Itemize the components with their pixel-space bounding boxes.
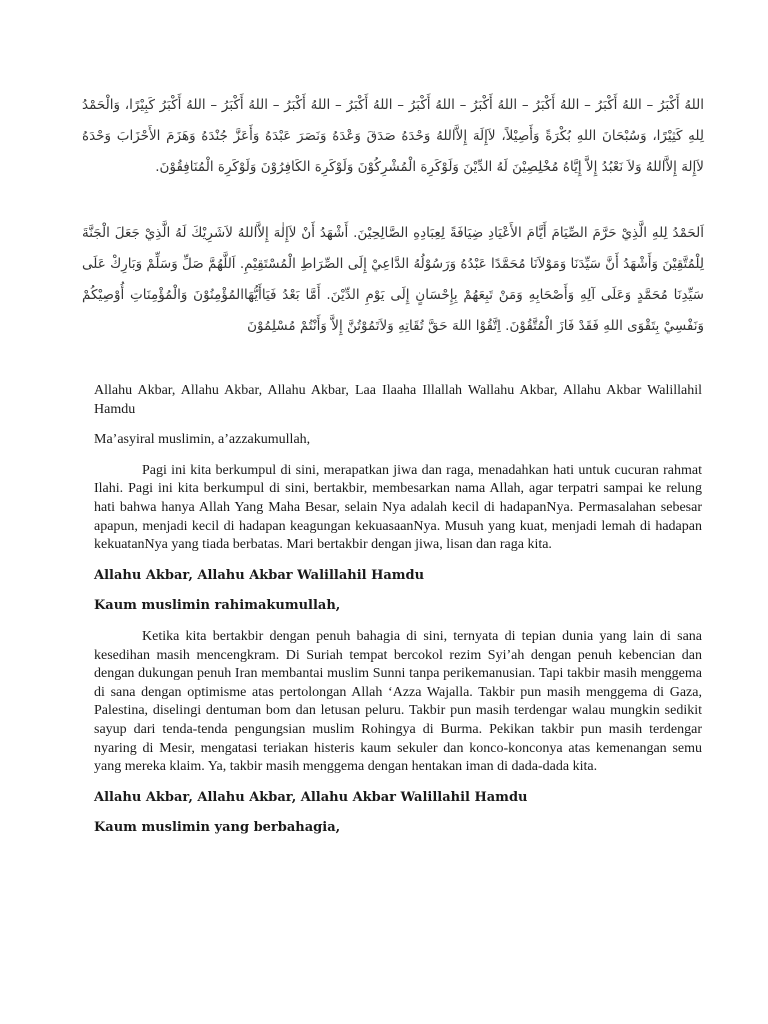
paragraph-opening: Pagi ini kita berkumpul di sini, merapatkan jiwa dan raga, menadahkan hati untuk cucuran rahmat Ilahi. Pagi ini kita berkumpul di sini, bertakbir, membesarkan nama Allah, agar terpatri sampai ke relung hati bahwa hanya Allah Yang Maha Besar, selain Nya adalah kecil di hadapanNya. Permasalahan sebesar apapun, menjadi kecil di hadapan keagungan kekuasaanNya. Musuh yang kuat, menjadi lemah di hadapan kekuatanNya yang tiada berbatas. Mari bertakbir dengan jiwa, lisan dan raga kita.	[94, 462, 702, 553]
paragraph-world: Ketika kita bertakbir dengan penuh bahagia di sini, ternyata di tepian dunia yang lain di sana kesedihan masih mencengkram. Di Suriah tempat bercokol rezim Syi’ah dengan penuh kebencian dan dengan dukungan penuh Iran membantai muslim Sunni tanpa perikemanusian. Tapi takbir masih menggema di sana dengan optimisme atas pertolongan Allah ‘Azza Wajalla. Takbir pun masih menggema di Gaza, Palestina, diselingi dentuman bom dan letusan peluru. Takbir pun masih terdengar walau mungkin sedikit sayup dari tenda-tenda pengungsian muslim Rohingya di Burma. Pekikan takbir pun masih terdengar nyaring di Mesir, mengatasi teriakan histeris kaum sekuler dan konco-konconya atas kemenangan semu yang mereka klaim. Ya, takbir masih menggema dengan hentakan iman di dada-dada kita.	[94, 628, 702, 775]
arabic-takbir-paragraph: اللهُ أَكْبَرُ – اللهُ أَكْبَرُ – اللهُ أَكْبَرُ – اللهُ أَكْبَرُ – اللهُ أَكْبَرُ – اللهُ أَكْبَرُ – اللهُ أَكْبَرُ – اللهُ أَكْبَرُ – اللهُ أَكْبَرُ كَبِيْرًا، وَالْحَمْدُ لِلهِ كَثِيْرًا، وَسُبْحَانَ اللهِ بُكْرَةً وَأَصِيْلاً، لاَإِلَهَ إِلاَّاللهُ وَحْدَهُ صَدَقَ وَعْدَهُ وَنَصَرَ عَبْدَهُ وَأَعَزَّ جُنْدَهُ وَهَزَمَ الأَحْزَابَ وَحْدَهُ لاَإِلهَ إِلاَّاللهُ وَلاَ نَعْبُدُ إِلاَّ إِيَّاهُ مُخْلِصِيْنَ لَهُ الدِّيْنَ وَلَوْكَرِهَ الْمُشْرِكُوْنَ وَلَوْكَرِهَ الكَافِرُوْنَ وَلَوْكَرِهَ الْمُنَافِقُوْنَ.	[82, 97, 704, 175]
heading-takbir-1: Allahu Akbar, Allahu Akbar Walillahil Hamdu	[94, 567, 425, 583]
greeting-line: Ma’asyiral muslimin, a’azzakumullah,	[94, 432, 311, 448]
heading-greeting-2: Kaum muslimin rahimakumullah,	[94, 598, 341, 614]
heading-greeting-3: Kaum muslimin yang berbahagia,	[94, 820, 341, 836]
heading-takbir-2: Allahu Akbar, Allahu Akbar, Allahu Akbar Walillahil Hamdu	[94, 789, 528, 805]
arabic-opening-paragraph: اَلحَمْدُ لِلهِ الَّذِيْ حَرَّمَ الصِّيَامَ أَيَّامَ الأَعْيَادِ ضِيَافَةً لِعِبَادِهِ الصَّالِحِيْنَ. أَشْهَدُ أَنْ لاَإِلٰهَ إِلاَّاللهُ لاَشَرِيْكَ لَهُ الَّذِيْ جَعَلَ الْجَنَّةَ لِلْمُتَّقِيْنَ وَأَشْهَدُ أَنَّ سَيِّدَنَا وَمَوْلاَنَا مُحَمَّدًا عَبْدُهُ وَرَسُوْلُهُ الدَّاعِيْ إِلَى الصِّرَاطِ الْمُسْتَقِيْمِ. اَللَّهُمَّ صَلِّ وَسَلِّمْ وَبَارِكْ عَلَى سَيِّدِنَا مُحَمَّدٍ وَعَلَى آلِهِ وَأَصْحَابِهِ وَمَنْ تَبِعَهُمْ بِإِحْسَانٍ إِلَى يَوْمِ الدِّيْنَ. أَمَّا بَعْدُ فَيَاأَيُّهَاالمُؤْمِنُوْنَ وَالْمُؤْمِنَاتِ أُوْصِيْكُمْ وَنَفْسِيْ بِتَقْوَى اللهِ فَقَدْ فَازَ الْمُتَّقُوْنَ. اِتَّقُوْا اللهَ حَقَّ تُقَاتِهِ وَلاَتَمُوْتُنَّ إِلاَّ وَأَنْتُمْ مُسْلِمُوْنَ	[82, 225, 704, 334]
sermon-body	[94, 382, 702, 850]
takbir-line: Allahu Akbar, Allahu Akbar, Allahu Akbar, Laa Ilaaha Illallah Wallahu Akbar, Allahu Akbar Walillahil Hamdu	[94, 383, 702, 417]
